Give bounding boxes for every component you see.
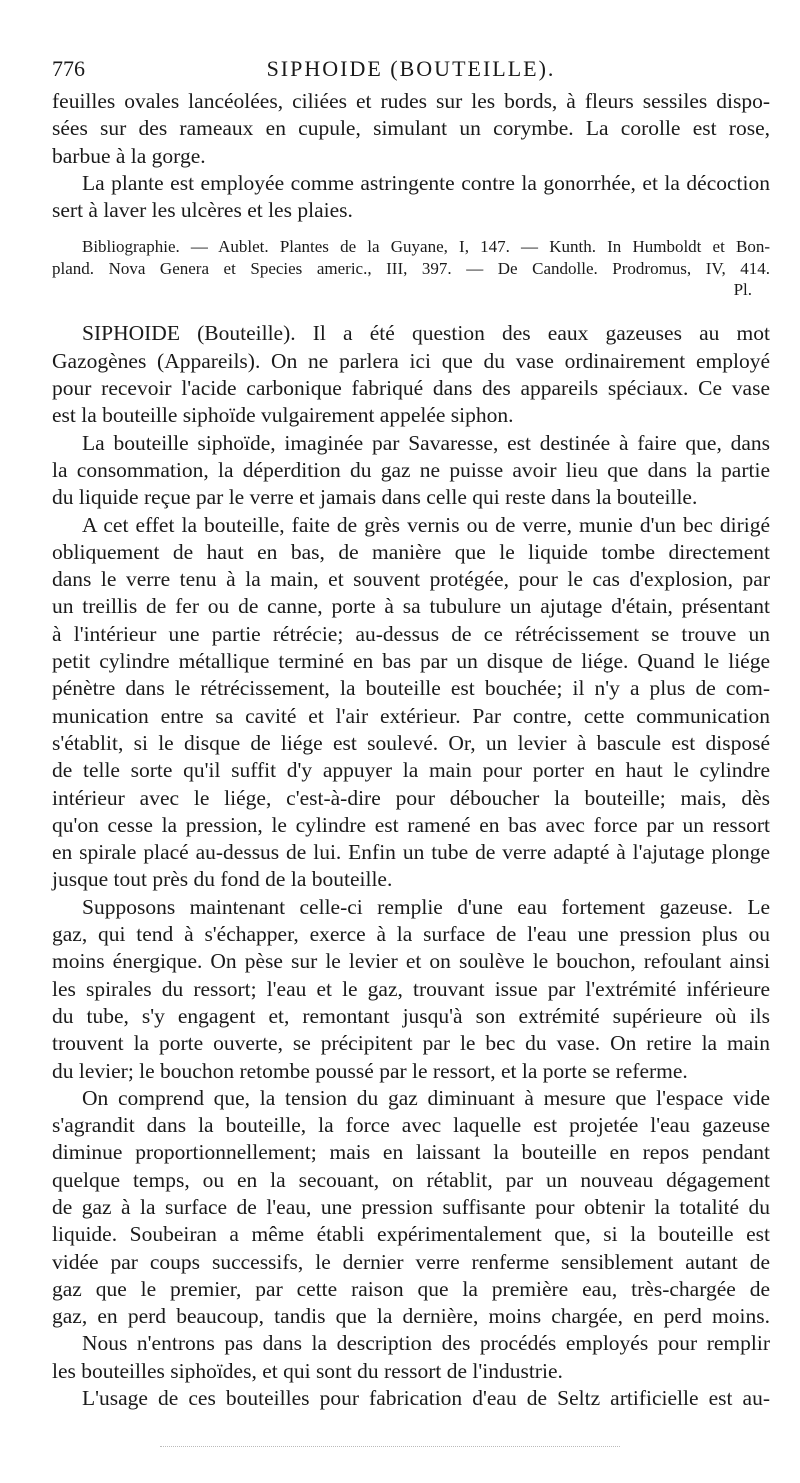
paragraph-3 [52, 512, 770, 894]
text-line: du levier; le bouchon retombe poussé par le ressort, et la porte se referme. [52, 1058, 688, 1083]
bibliography [52, 236, 770, 300]
intro-paragraph-2 [52, 170, 770, 225]
text-line: A cet effet la bouteille, faite de grès vernis ou de verre, munie d'un bec dirigé [82, 512, 770, 537]
paragraph-7 [52, 1385, 770, 1412]
text-line: vidée par coups successifs, le dernier verre renferme sensiblement autant de [52, 1249, 770, 1274]
text-line: intérieur avec le liége, c'est-à-dire pour déboucher la bouteille; mais, dès [52, 785, 770, 810]
text-line: un treillis de fer ou de canne, porte à sa tubulure un ajutage d'étain, présentant [52, 594, 770, 619]
author-signature: Pl. [733, 280, 752, 300]
document-page [52, 48, 770, 1412]
text-line: sert à laver les ulcères et les plaies. [52, 198, 353, 223]
text-line: Nous n'entrons pas dans la description des procédés employés pour remplir [82, 1331, 770, 1356]
running-title: SIPHOIDE (BOUTEILLE). [266, 56, 556, 81]
text-line: du tube, s'y engagent et, remontant jusqu'à son extrémité supérieure où ils [52, 1003, 770, 1028]
text-line: à l'intérieur une partie rétrécie; au-dessus de ce rétrécissement se trouve un [52, 621, 770, 646]
text-line: gaz, en perd beaucoup, tandis que la dernière, moins chargée, en perd moins. [52, 1304, 770, 1329]
text-line: obliquement de haut en bas, de manière que le liquide tombe directement [52, 539, 770, 564]
intro-paragraph [52, 88, 770, 170]
page-header [52, 48, 770, 88]
page-number: 776 [52, 56, 85, 81]
text-line: s'établit, si le disque de liége est soulevé. Or, un levier à bascule est disposé [52, 730, 770, 755]
text-line: dans le verre tenu à la main, et souvent protégée, pour le cas d'explosion, par [52, 567, 770, 592]
text-line: pénètre dans le rétrécissement, la bouteille est bouchée; il n'y a plus de com- [52, 676, 770, 701]
text-line: L'usage de ces bouteilles pour fabrication d'eau de Seltz artificielle est au- [82, 1386, 770, 1411]
text-line: feuilles ovales lancéolées, ciliées et rudes sur les bords, à fleurs sessiles dispo- [52, 89, 770, 113]
text-line: petit cylindre métallique terminé en bas par un disque de liége. Quand le liége [52, 649, 770, 674]
text-line: les bouteilles siphoïdes, et qui sont du ressort de l'industrie. [52, 1358, 563, 1383]
paragraph-5 [52, 1085, 770, 1331]
text-line: gaz que le premier, par cette raison que la première eau, très-chargée de [52, 1276, 770, 1301]
biblio-line: pland. Nova Genera et Species americ., III, 397. — De Candolle. Prodromus, IV, 414. [52, 259, 770, 279]
text-line: gaz, qui tend à s'échapper, exerce à la surface de l'eau une pression plus ou [52, 922, 770, 947]
text-line: s'agrandit dans la bouteille, la force avec laquelle est projetée l'eau gazeuse [52, 1113, 770, 1138]
biblio-line: Bibliographie. — Aublet. Plantes de la Guyane, I, 147. — Kunth. In Humboldt et Bon- [82, 237, 770, 257]
text-line: pour recevoir l'acide carbonique fabriqué dans des appareils spéciaux. Ce vase [52, 376, 770, 401]
text-line: Gazogènes (Appareils). On ne parlera ici que du vase ordinairement employé [52, 348, 770, 373]
text-line: les spirales du ressort; l'eau et le gaz, trouvant issue par l'extrémité inférieure [52, 976, 770, 1001]
text-line: La plante est employée comme astringente contre la gonorrhée, et la décoction [82, 170, 770, 195]
text-line: en spirale placé au-dessus de lui. Enfin un tube de verre adapté à l'ajutage plonge [52, 840, 770, 865]
footer-rule [160, 1446, 620, 1447]
paragraph-6 [52, 1330, 770, 1385]
text-line: la consommation, la déperdition du gaz ne puisse avoir lieu que dans la partie [52, 457, 770, 482]
text-line: sées sur des rameaux en cupule, simulant un corymbe. La corolle est rose, [52, 116, 770, 141]
text-line: diminue proportionnellement; mais en laissant la bouteille en repos pendant [52, 1140, 770, 1165]
text-line: de gaz à la surface de l'eau, une pression suffisante pour obtenir la totalité du [52, 1194, 770, 1219]
text-line: La bouteille siphoïde, imaginée par Savaresse, est destinée à faire que, dans [82, 430, 770, 455]
text-line: jusque tout près du fond de la bouteille. [52, 867, 393, 892]
text-line: de telle sorte qu'il suffit d'y appuyer la main pour porter en haut le cylindre [52, 758, 770, 783]
text-line: quelque temps, ou en la secouant, on rétablit, par un nouveau dégagement [52, 1167, 770, 1192]
text-line: liquide. Soubeiran a même établi expérimentalement que, si la bouteille est [52, 1222, 770, 1247]
paragraph-4 [52, 894, 770, 1085]
text-line: trouvent la porte ouverte, se précipitent par le bec du vase. On retire la main [52, 1031, 770, 1056]
text-line: munication entre sa cavité et l'air extérieur. Par contre, cette communication [52, 703, 770, 728]
text-line: est la bouteille siphoïde vulgairement appelée siphon. [52, 403, 514, 428]
text-line: On comprend que, la tension du gaz diminuant à mesure que l'espace vide [82, 1085, 770, 1110]
text-line: SIPHOIDE (Bouteille). Il a été question des eaux gazeuses au mot [82, 321, 770, 346]
paragraph-2 [52, 430, 770, 512]
text-line: barbue à la gorge. [52, 143, 206, 168]
text-line: qu'on cesse la pression, le cylindre est ramené en bas avec force par un ressort [52, 812, 770, 837]
paragraph-1 [52, 320, 770, 429]
text-line: Supposons maintenant celle-ci remplie d'une eau fortement gazeuse. Le [82, 894, 770, 919]
text-line: du liquide reçue par le verre et jamais dans celle qui reste dans la bouteille. [52, 485, 698, 510]
text-line: moins énergique. On pèse sur le levier et on soulève le bouchon, refoulant ainsi [52, 949, 770, 974]
